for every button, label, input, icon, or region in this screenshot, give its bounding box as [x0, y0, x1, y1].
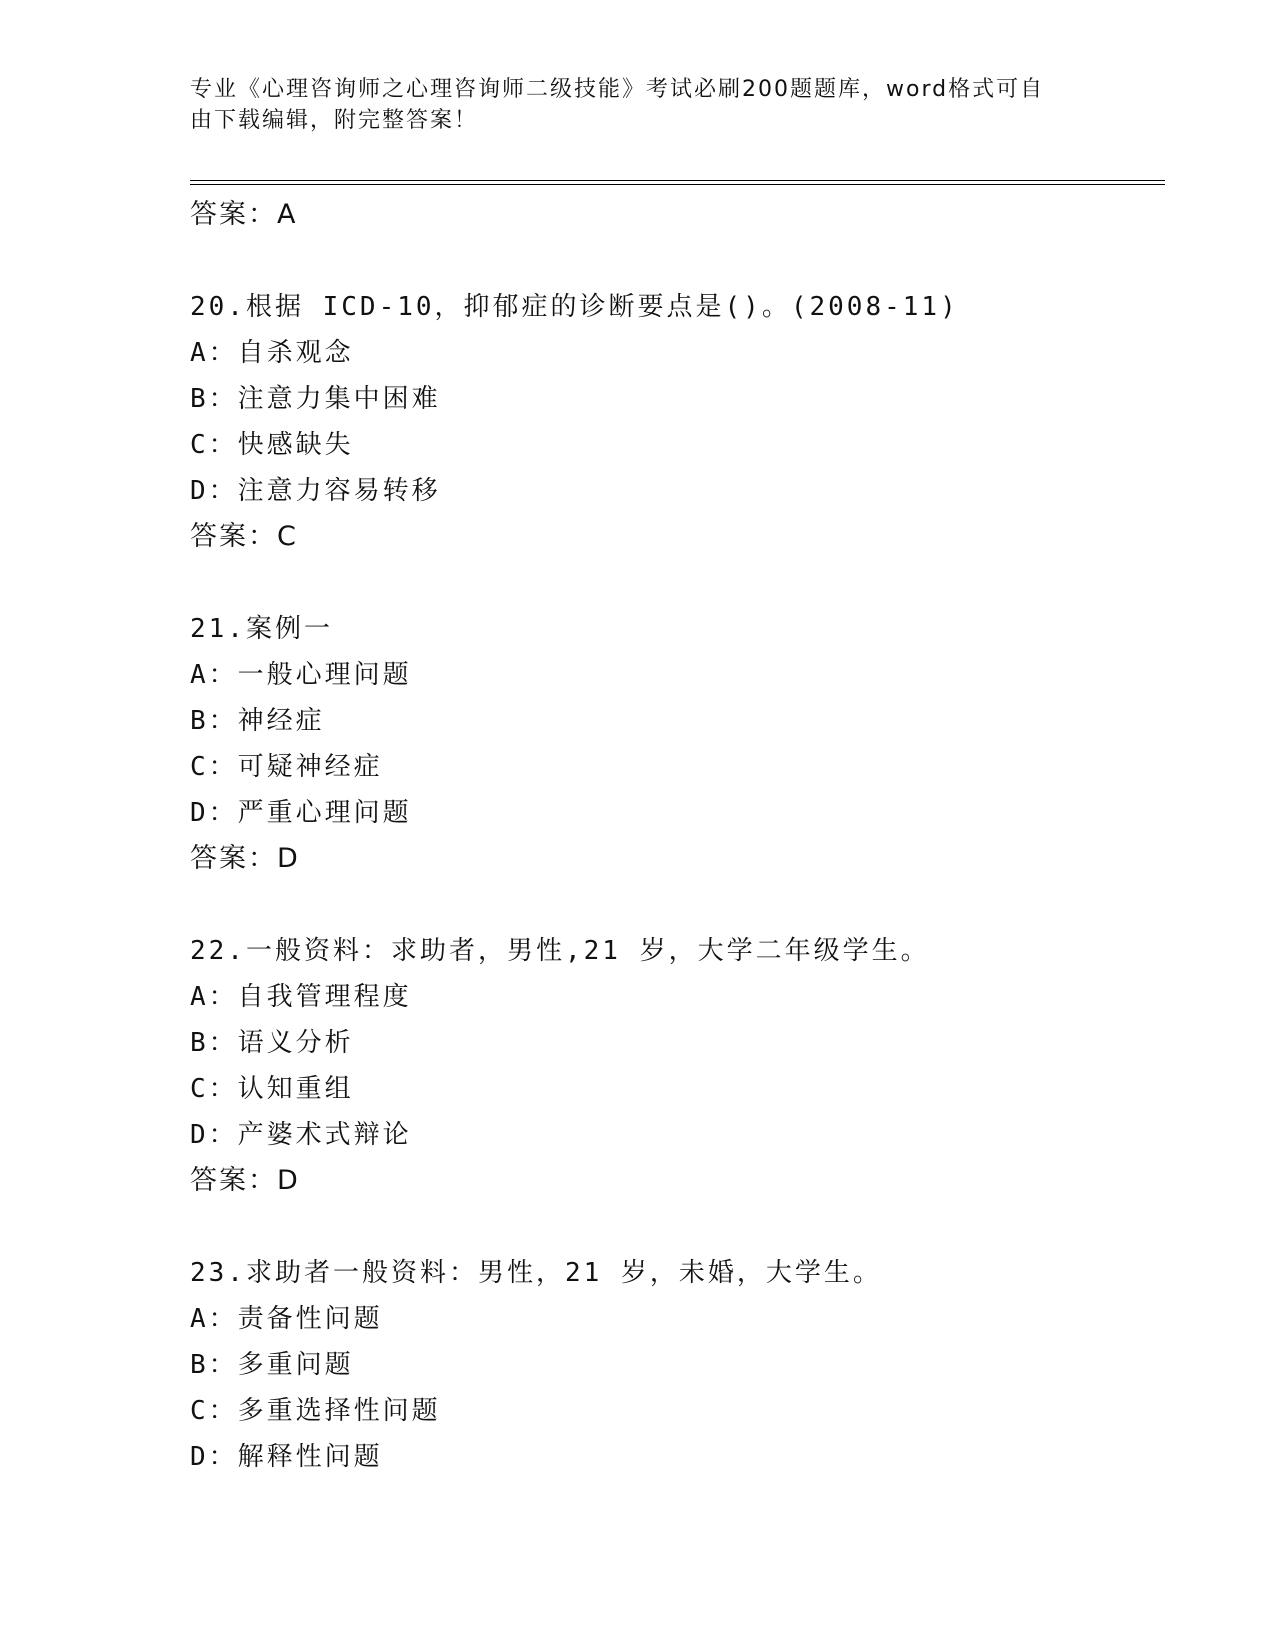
option-c: C：可疑神经症	[190, 752, 383, 782]
question-list	[190, 192, 1150, 1480]
question-stem: 23.求助者一般资料：男性，21 岁，未婚，大学生。	[190, 1258, 882, 1288]
option-b: B：语义分析	[190, 1028, 354, 1058]
option-a: A：自我管理程度	[190, 982, 412, 1012]
option-a: A：一般心理问题	[190, 660, 412, 690]
question-stem: 21.案例一	[190, 614, 333, 644]
spacer	[190, 238, 1150, 284]
option-d: D：注意力容易转移	[190, 476, 441, 506]
answer-line: 答案：D	[190, 1165, 300, 1196]
option-c: C：快感缺失	[190, 430, 354, 460]
document-header	[190, 74, 1090, 136]
option-c: C：多重选择性问题	[190, 1396, 441, 1426]
question-stem: 22.一般资料：求助者，男性,21 岁，大学二年级学生。	[190, 936, 930, 966]
header-line-1: 专业《心理咨询师之心理咨询师二级技能》考试必刷200题题库，word格式可自	[190, 77, 1045, 102]
answer-line: 答案：D	[190, 843, 300, 874]
spacer	[190, 882, 1150, 928]
option-c: C：认知重组	[190, 1074, 354, 1104]
spacer	[190, 560, 1150, 606]
option-a: A：自杀观念	[190, 338, 354, 368]
option-b: B：注意力集中困难	[190, 384, 441, 414]
option-d: D：解释性问题	[190, 1442, 383, 1472]
option-a: A：责备性问题	[190, 1304, 383, 1334]
option-d: D：严重心理问题	[190, 798, 412, 828]
header-divider-top	[190, 180, 1165, 181]
option-d: D：产婆术式辩论	[190, 1120, 412, 1150]
option-b: B：多重问题	[190, 1350, 354, 1380]
question-stem: 20.根据 ICD-10，抑郁症的诊断要点是()。(2008-11)	[190, 292, 959, 322]
header-divider-bottom	[190, 184, 1165, 185]
header-line-2: 由下载编辑，附完整答案！	[190, 108, 479, 133]
option-b: B：神经症	[190, 706, 325, 736]
answer-line: 答案：C	[190, 521, 298, 552]
spacer	[190, 1204, 1150, 1250]
answer-line: 答案：A	[190, 199, 298, 230]
